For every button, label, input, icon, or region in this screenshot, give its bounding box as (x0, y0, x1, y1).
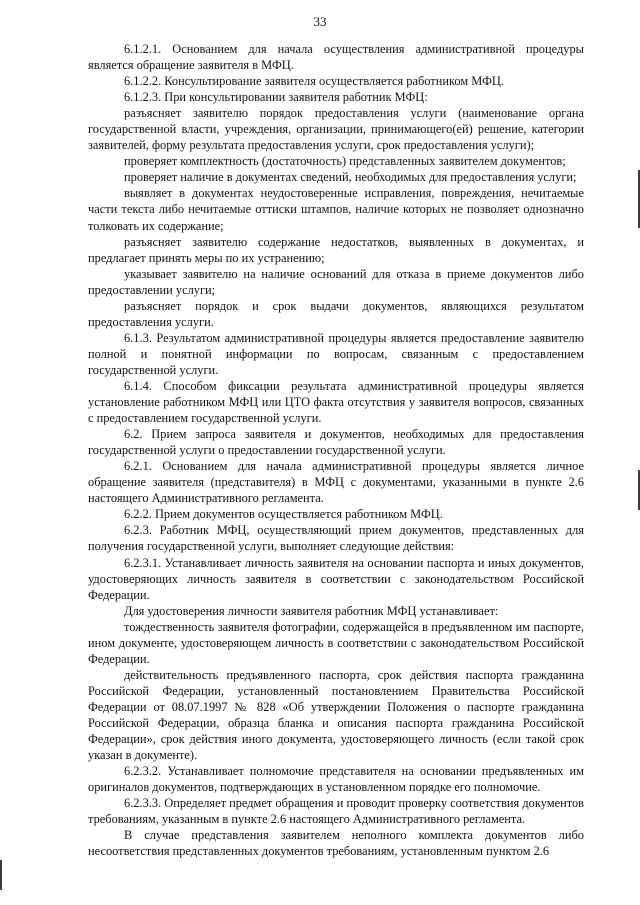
list-item-passport-validity: действительность предъявленного паспорта, срок действия паспорта гражданина Российской Федерации, установленный постановлением Правительства Российской Федерации от 08.07.1997 № 828 «Об утверждении Положения о паспорте гражданина Российской Федерации, образца бланка и описания паспорта гражданина Российской Федерации», срок действия иного документа, удостоверяющего личность (если такой срок указан в документе). (88, 667, 584, 763)
list-item-explains-deficiencies: разъясняет заявителю содержание недостатков, выявленных в документах, и предлагает принять меры по их устранению; (88, 234, 584, 265)
list-item-explains-procedure: разъясняет заявителю порядок предоставления услуги (наименование органа государственной власти, учреждения, организации, принимающего(ей) решение, категории заявителей, форму результата предоставления услуги, срок предоставления услуги); (88, 106, 584, 153)
paragraph-6-1-2-3: 6.1.2.3. При консультировании заявителя работник МФЦ: (124, 90, 428, 105)
paragraph-6-2-1: 6.2.1. Основанием для начала административной процедуры является личное обращение заявителя (представителя) в МФЦ с документами, указанными в пункте 2.6 настоящего Административного регламента. (88, 459, 584, 506)
list-item-refusal-grounds: указывает заявителю на наличие оснований для отказа в приеме документов либо предоставлении услуги; (88, 266, 584, 297)
paragraph-6-2: 6.2. Прием запроса заявителя и документов, необходимых для предоставления государственной услуги о предоставлении государственной услуги. (88, 427, 584, 458)
list-item-photo-identity: тождественность заявителя фотографии, содержащейся в предъявленном им паспорте, ином документе, удостоверяющем личность в соответствии с законодательством Российской Федерации. (88, 619, 584, 666)
paragraph-6-2-3-2: 6.2.3.2. Устанавливает полномочие представителя на основании предъявленных им оригиналов документов, подтверждающих в установленном порядке его полномочие. (88, 764, 584, 795)
paragraph-6-1-4: 6.1.4. Способом фиксации результата административной процедуры является установление работником МФЦ или ЦТО факта отсутствия у заявителя вопросов, связанных с предоставлением государственной услуги. (88, 378, 584, 426)
paragraph-identity-check: Для удостоверения личности заявителя работник МФЦ устанавливает: (124, 603, 499, 618)
page-number: 33 (313, 14, 327, 29)
list-item-issuance-terms: разъясняет порядок и срок выдачи документов, являющихся результатом предоставления услуги. (88, 298, 584, 329)
paragraph-6-2-3-3: 6.2.3.3. Определяет предмет обращения и проводит проверку соответствия документов требованиям, указанным в пункте 2.6 настоящего Административного регламента. (88, 796, 584, 827)
paragraph-6-2-3-1: 6.2.3.1. Устанавливает личность заявителя на основании паспорта и иных документов, удостоверяющих личность заявителя в соответствии с законодательством Российской Федерации. (88, 555, 584, 602)
document-body (88, 41, 584, 859)
paragraph-6-1-2-2: 6.1.2.2. Консультирование заявителя осуществляется работником МФЦ. (124, 74, 504, 89)
paragraph-incomplete-documents: В случае представления заявителем неполного комплекта документов либо несоответствия представленных документов требованиям, установленным пунктом 2.6 (88, 828, 584, 859)
paragraph-6-2-2: 6.2.2. Прием документов осуществляется работником МФЦ. (124, 507, 443, 522)
paragraph-6-1-3: 6.1.3. Результатом административной процедуры является предоставление заявителю полной и понятной информации по вопросам, связанным с предоставлением государственной услуги. (88, 330, 584, 377)
paragraph-6-2-3: 6.2.3. Работник МФЦ, осуществляющий прием документов, представленных для получения государственной услуги, выполняет следующие действия: (88, 523, 584, 554)
paragraph-6-1-2-1: 6.1.2.1. Основанием для начала осуществления административной процедуры является обращение заявителя в МФЦ. (88, 42, 584, 73)
list-item-detects-corrections: выявляет в документах неудостоверенные исправления, повреждения, нечитаемые части текста либо нечитаемые оттиски штампов, наличие которых не позволяет однозначно толковать их содержание; (88, 186, 584, 233)
list-item-checks-completeness: проверяет комплектность (достаточность) представленных заявителем документов; (124, 154, 566, 169)
scan-edge-mark-left-bottom (0, 860, 2, 890)
list-item-checks-information: проверяет наличие в документах сведений, необходимых для предоставления услуги; (124, 170, 577, 185)
